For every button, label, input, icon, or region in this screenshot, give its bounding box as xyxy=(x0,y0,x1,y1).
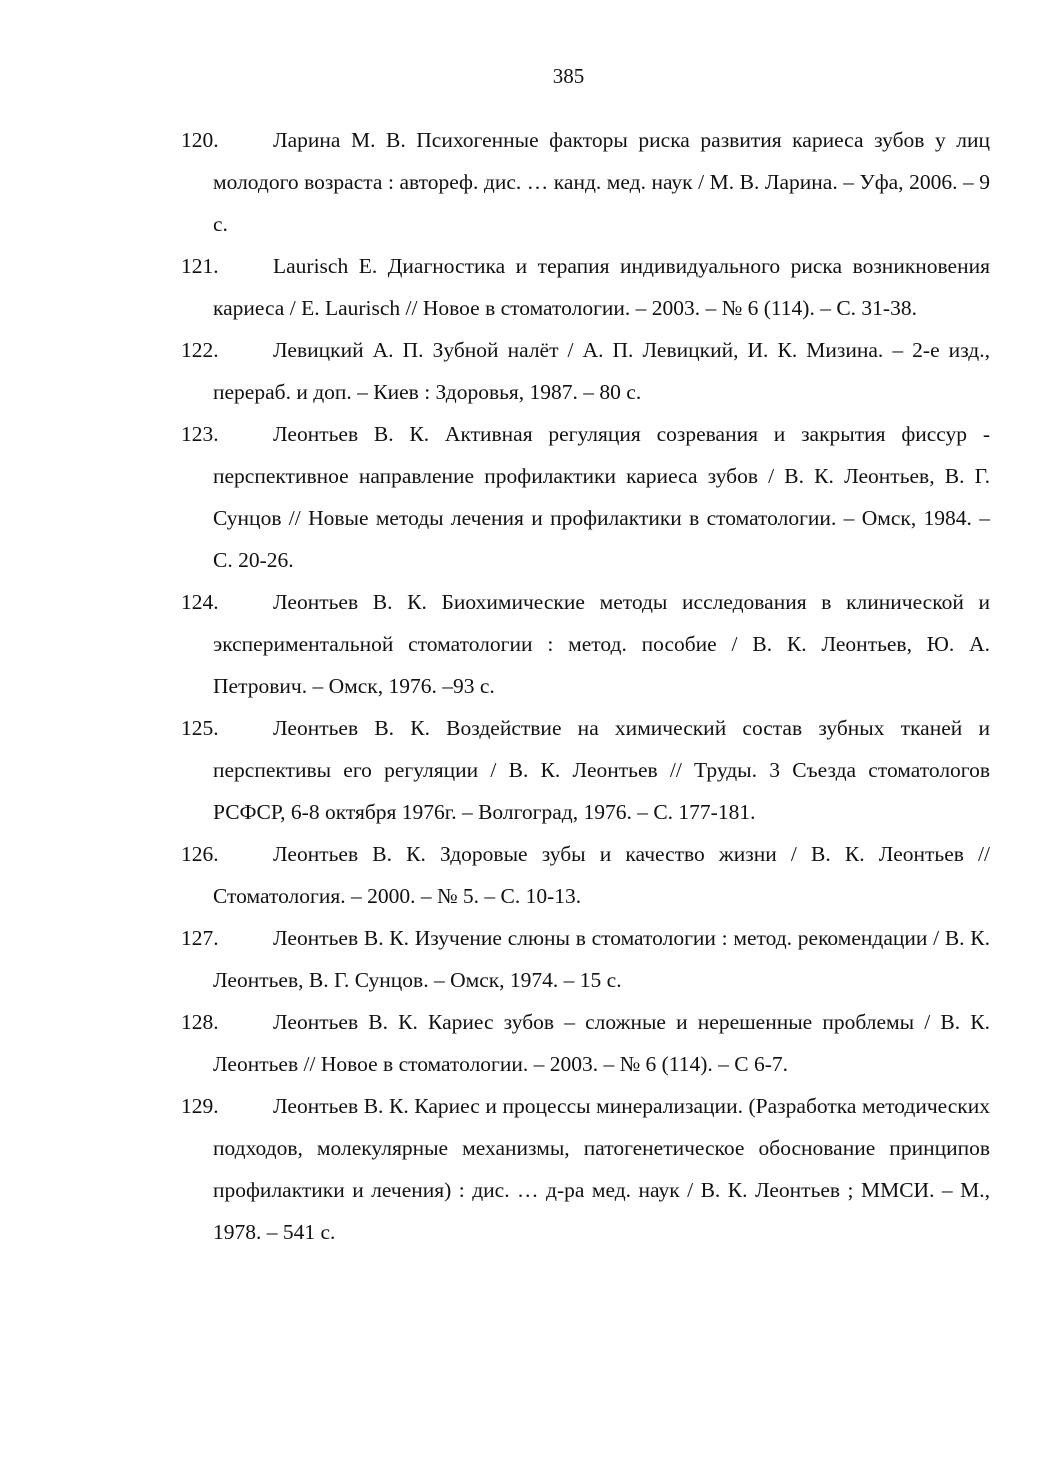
reference-text: Левицкий А. П. Зубной налёт / А. П. Левицкий, И. К. Мизина. – 2-е изд., перераб. и доп. – Киев : Здоровья, 1987. – 80 с. xyxy=(213,338,990,404)
page-number: 385 xyxy=(552,64,585,88)
reference-item-124 xyxy=(181,581,990,707)
reference-number: 120. xyxy=(181,128,219,152)
reference-item-123 xyxy=(181,413,990,581)
reference-text: Леонтьев В. К. Активная регуляция созревания и закрытия фиссур - перспективное направление профилактики кариеса зубов / В. К. Леонтьев, В. Г. Сунцов // Новые методы лечения и профилактики в стоматологии. – Омск, 1984. – С. 20-26. xyxy=(213,422,990,572)
reference-text: Леонтьев В. К. Биохимические методы исследования в клинической и экспериментальной стоматологии : метод. пособие / В. К. Леонтьев, Ю. А. Петрович. – Омск, 1976. –93 с. xyxy=(213,590,990,698)
reference-number: 121. xyxy=(181,254,219,278)
reference-number: 125. xyxy=(181,716,219,740)
reference-number: 126. xyxy=(181,842,219,866)
reference-number: 127. xyxy=(181,926,219,950)
reference-text: Леонтьев В. К. Кариес зубов – сложные и нерешенные проблемы / В. К. Леонтьев // Новое в стоматологии. – 2003. – № 6 (114). – С 6-7. xyxy=(213,1010,990,1076)
reference-item-129 xyxy=(181,1085,990,1253)
reference-number: 122. xyxy=(181,338,219,362)
reference-number: 128. xyxy=(181,1010,219,1034)
reference-text: Ларина М. В. Психогенные факторы риска развития кариеса зубов у лиц молодого возраста : автореф. дис. … канд. мед. наук / М. В. Ларина. – Уфа, 2006. – 9 с. xyxy=(213,128,990,236)
reference-item-121 xyxy=(181,245,990,329)
reference-number: 129. xyxy=(181,1094,219,1118)
reference-item-125 xyxy=(181,707,990,833)
reference-item-126 xyxy=(181,833,990,917)
reference-text: Леонтьев В. К. Воздействие на химический состав зубных тканей и перспективы его регуляции / В. К. Леонтьев // Труды. 3 Съезда стоматологов РСФСР, 6-8 октября 1976г. – Волгоград, 1976. – С. 177-181. xyxy=(213,716,990,824)
reference-text: Леонтьев В. К. Здоровые зубы и качество жизни / В. К. Леонтьев // Стоматология. – 2000. – № 5. – С. 10-13. xyxy=(213,842,990,908)
reference-item-128 xyxy=(181,1001,990,1085)
reference-item-122 xyxy=(181,329,990,413)
reference-item-127 xyxy=(181,917,990,1001)
reference-item-120 xyxy=(181,119,990,245)
reference-text: Леонтьев В. К. Изучение слюны в стоматологии : метод. рекомендации / В. К. Леонтьев, В. Г. Сунцов. – Омск, 1974. – 15 с. xyxy=(213,926,990,992)
reference-text: Laurisch E. Диагностика и терапия индивидуального риска возникновения кариеса / E. Laurisch // Новое в стоматологии. – 2003. – № 6 (114). – С. 31-38. xyxy=(213,254,990,320)
reference-text: Леонтьев В. К. Кариес и процессы минерализации. (Разработка методических подходов, молекулярные механизмы, патогенетическое обоснование принципов профилактики и лечения) : дис. … д-ра мед. наук / В. К. Леонтьев ; ММСИ. – М., 1978. – 541 с. xyxy=(213,1094,990,1244)
reference-number: 123. xyxy=(181,422,219,446)
reference-list xyxy=(181,119,990,1253)
reference-number: 124. xyxy=(181,590,219,614)
